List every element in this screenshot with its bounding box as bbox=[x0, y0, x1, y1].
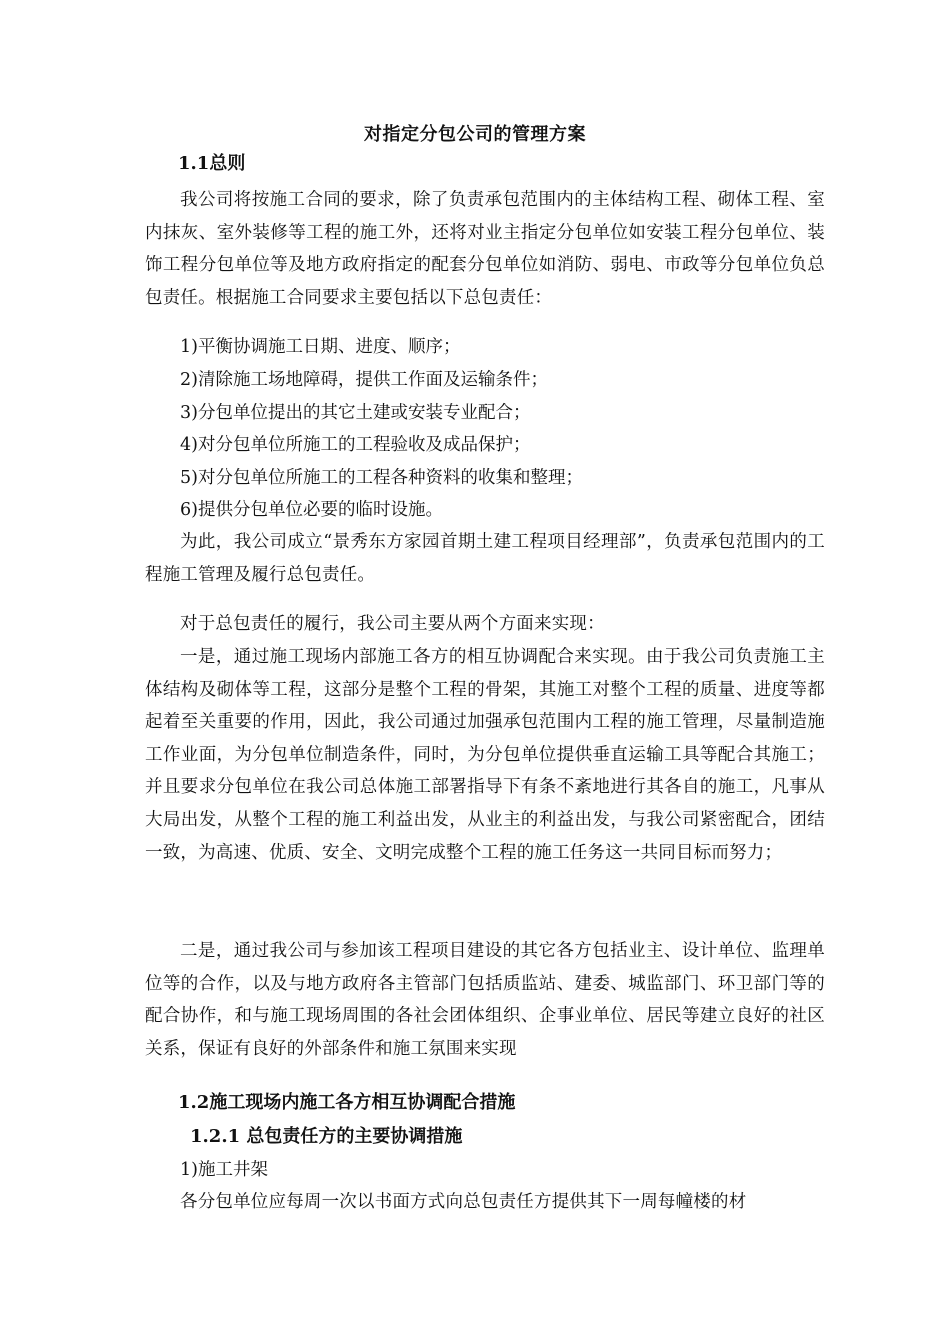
paragraph-intro: 我公司将按施工合同的要求，除了负责承包范围内的主体结构工程、砌体工程、室内抹灰、室外装修等工程的施工外，还将对业主指定分包单位如安装工程分包单位、装饰工程分包单位等及地方政府指定的配套分包单位如消防、弱电、市政等分包单位负总包责任。根据施工合同要求主要包括以下总包责任： bbox=[145, 190, 825, 308]
paragraph-second-aspect: 二是，通过我公司与参加该工程项目建设的其它各方包括业主、设计单位、监理单位等的合作，以及与地方政府各主管部门包括质监站、建委、城监部门、环卫部门等的配合协作，和与施工现场周围的各社会团体组织、企事业单位、居民等建立良好的社区关系，保证有良好的外部条件和施工氛围来实现 bbox=[145, 941, 825, 1059]
section-heading-1-2: 1.2施工现场内施工各方相互协调配合措施 bbox=[178, 1092, 516, 1113]
list-item: 1)平衡协调施工日期、进度、顺序； bbox=[180, 337, 461, 357]
list-item: 3)分包单位提出的其它土建或安装专业配合； bbox=[180, 403, 531, 423]
subsection-heading-1-2-1: 1.2.1 总包责任方的主要协调措施 bbox=[190, 1126, 463, 1147]
paragraph-two-aspects: 对于总包责任的履行，我公司主要从两个方面来实现： bbox=[180, 614, 605, 634]
section-heading-1-1: 1.1总则 bbox=[178, 153, 246, 174]
list-item: 4)对分包单位所施工的工程验收及成品保护； bbox=[180, 435, 531, 455]
document-title: 对指定分包公司的管理方案 bbox=[364, 124, 586, 145]
list-item: 1)施工井架 bbox=[180, 1160, 268, 1180]
paragraph-first-aspect: 一是，通过施工现场内部施工各方的相互协调配合来实现。由于我公司负责施工主体结构及砌体等工程，这部分是整个工程的骨架，其施工对整个工程的质量、进度等都起着至关重要的作用，因此，我公司通过加强承包范围内工程的施工管理，尽量制造施工作业面，为分包单位制造条件，同时，为分包单位提供垂直运输工具等配合其施工；并且要求分包单位在我公司总体施工部署指导下有条不紊地进行其各自的施工，凡事从大局出发，从整个工程的施工利益出发，从业主的利益出发，与我公司紧密配合，团结一致，为高速、优质、安全、文明完成整个工程的施工任务这一共同目标而努力； bbox=[145, 647, 825, 863]
list-item: 5)对分包单位所施工的工程各种资料的收集和整理； bbox=[180, 468, 583, 488]
paragraph-weekly-report: 各分包单位应每周一次以书面方式向总包责任方提供其下一周每幢楼的材 bbox=[180, 1192, 747, 1212]
paragraph-project-department: 为此，我公司成立“景秀东方家园首期土建工程项目经理部”，负责承包范围内的工程施工管理及履行总包责任。 bbox=[145, 532, 825, 585]
list-item: 2)清除施工场地障碍，提供工作面及运输条件； bbox=[180, 370, 548, 390]
list-item: 6)提供分包单位必要的临时设施。 bbox=[180, 500, 443, 520]
